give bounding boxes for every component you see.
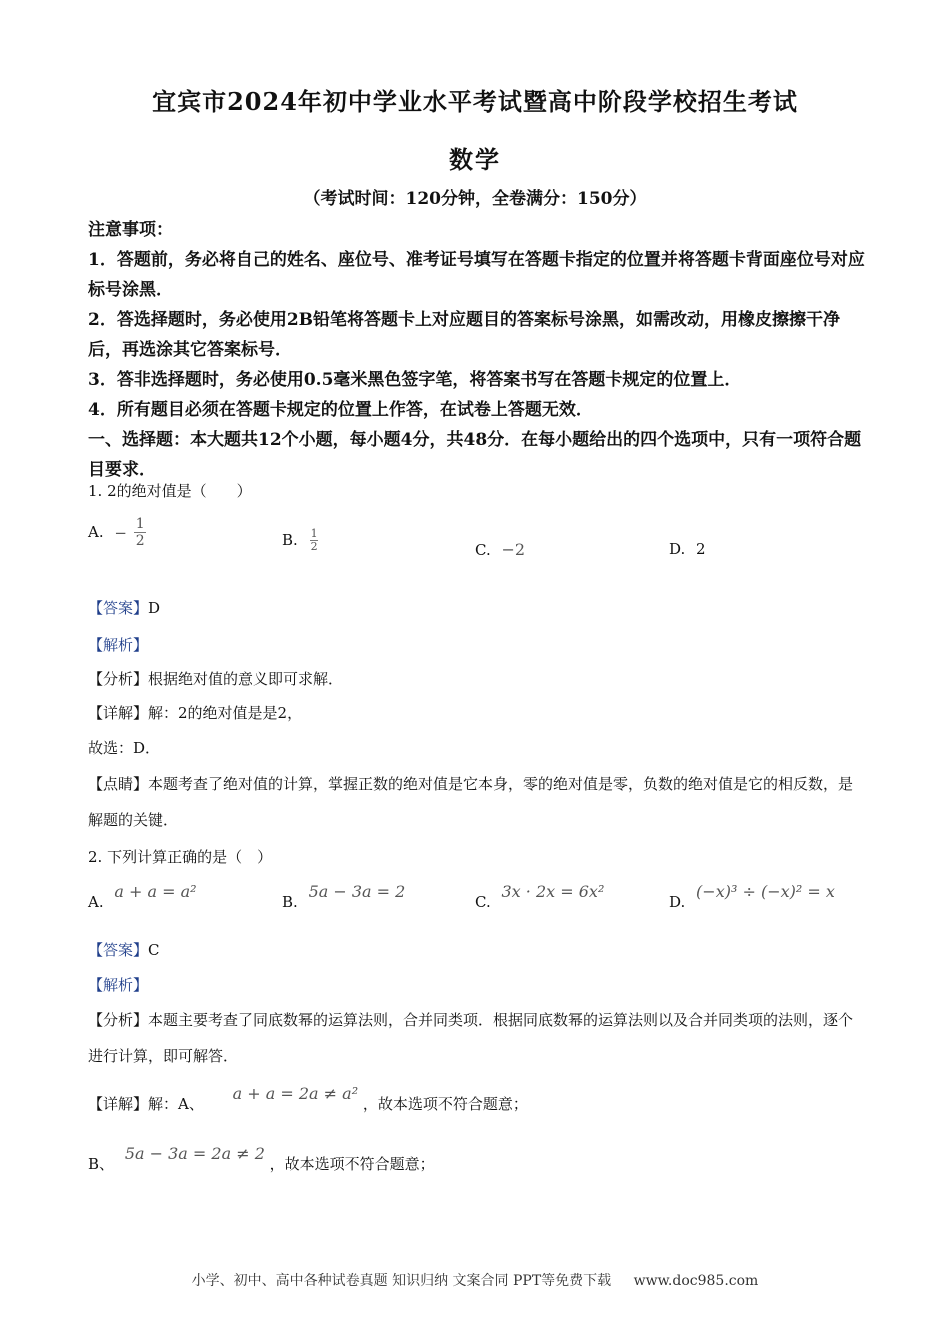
q2-detail-b-prefix: B、 <box>88 1155 115 1173</box>
q1-answer <box>88 590 863 626</box>
note-item-4: 4．所有题目必须在答题卡规定的位置上作答，在试卷上答题无效． <box>88 400 593 420</box>
q1-comment-text: 本题考查了绝对值的计算，掌握正数的绝对值是它本身，零的绝对值是零，负数的绝对值是它的相反数，是解题的关键． <box>88 775 854 829</box>
notes-section <box>88 215 868 485</box>
note-item-2: 2．答选择题时，务必使用2B铅笔将答题卡上对应题目的答案标号涂黑，如需改动，用橡皮擦擦干净后，再选涂其它答案标号． <box>88 310 841 360</box>
q1-option-c-value: −2 <box>501 540 526 559</box>
q2-option-d-expr: (−x)³ ÷ (−x)² = x <box>696 882 835 901</box>
q2-fenxi-tag: 【分析】 <box>88 1011 149 1029</box>
q2-detail-prefix: 解：A、 <box>148 1095 204 1113</box>
q2-option-b <box>282 882 406 911</box>
footer-text: 小学、初中、高中各种试卷真题 知识归纳 文案合同 PPT等免费下载 <box>191 1273 612 1289</box>
q1-conclusion: 故选：D． <box>88 739 161 757</box>
q2-answer-value: C <box>148 941 160 959</box>
q1-comment <box>88 766 863 838</box>
q1-option-c <box>475 540 525 559</box>
q1-option-a-fraction <box>134 516 147 549</box>
section-heading: 一、选择题：本大题共12个小题，每小题4分，共48分．在每小题给出的四个选项中，只有一项符合题目要求． <box>88 430 862 480</box>
q1-fenxi <box>88 661 863 697</box>
exam-time: （考试时间：120分钟，全卷满分：150分） <box>303 189 647 209</box>
q1-option-b-label: B. <box>282 530 298 549</box>
q2-option-b-label: B. <box>282 893 298 911</box>
q2-analysis-tag: 【解析】 <box>88 976 149 994</box>
subject-title: 数学 <box>449 145 501 174</box>
q2-option-c <box>475 882 605 911</box>
q1-option-d-label: D. <box>669 540 686 558</box>
q2-answer-tag: 【答案】 <box>88 941 149 959</box>
q2-detail-b <box>88 1146 863 1182</box>
q1-fenxi-tag: 【分析】 <box>88 670 149 688</box>
notes-heading: 注意事项： <box>88 220 173 240</box>
q1-option-a-numerator: 1 <box>135 516 145 532</box>
q1-option-b-fraction <box>309 528 320 553</box>
note-item-3: 3．答非选择题时，务必使用0.5毫米黑色签字笔，将答案书写在答题卡规定的位置上． <box>88 370 742 390</box>
q2-detail-b-expr: 5a − 3a = 2a ≠ 2 <box>124 1144 265 1163</box>
q2-detail-b-suffix: ，故本选项不符合题意； <box>269 1155 435 1173</box>
q2-option-d-label: D. <box>669 893 686 911</box>
page-footer <box>0 1270 950 1290</box>
q1-answer-tag: 【答案】 <box>88 599 149 617</box>
q2-detail-a <box>88 1086 863 1122</box>
q2-option-c-label: C. <box>475 893 491 911</box>
q1-option-c-label: C. <box>475 541 491 559</box>
q2-fenxi-text: 本题主要考查了同底数幂的运算法则，合并同类项．根据同底数幂的运算法则以及合并同类项的法则，逐个进行计算，即可解答． <box>88 1011 854 1065</box>
q2-option-a-label: A. <box>88 893 104 911</box>
q1-answer-value: D <box>148 599 161 617</box>
q1-comment-tag: 【点睛】 <box>88 775 149 793</box>
q2-detail-a-expr: a + a = 2a ≠ a² <box>232 1084 359 1103</box>
q2-detail-a-suffix: ，故本选项不符合题意； <box>362 1095 528 1113</box>
q1-detail-text: 解：2的绝对值是是2， <box>148 704 303 722</box>
q2-stem: 2. 下列计算正确的是（ ） <box>88 848 273 866</box>
q1-analysis-tag: 【解析】 <box>88 636 149 654</box>
q2-answer <box>88 932 863 968</box>
q1-detail-tag: 【详解】 <box>88 704 149 722</box>
q1-fenxi-text: 根据绝对值的意义即可求解． <box>148 670 344 688</box>
q1-option-a-sign: − <box>114 523 127 542</box>
q1-option-d <box>669 540 706 558</box>
q1-option-a-label: A. <box>88 522 104 541</box>
q2-option-a <box>88 882 197 911</box>
q1-option-d-value: 2 <box>696 540 706 558</box>
q2-option-c-expr: 3x · 2x = 6x² <box>501 882 605 901</box>
note-item-1: 1．答题前，务必将自己的姓名、座位号、准考证号填写在答题卡指定的位置并将答题卡背面座位号对应标号涂黑． <box>88 250 865 300</box>
q1-stem: 1. 2的绝对值是（ ） <box>88 482 252 500</box>
exam-title: 宜宾市2024年初中学业水平考试暨高中阶段学校招生考试 <box>152 87 798 116</box>
q1-detail <box>88 695 863 731</box>
q2-option-a-expr: a + a = a² <box>114 882 197 901</box>
q2-analysis <box>88 967 863 1003</box>
q2-fenxi <box>88 1002 863 1074</box>
q1-option-b <box>282 528 320 553</box>
q1-option-b-numerator: 1 <box>310 527 318 540</box>
q2-detail-tag: 【详解】 <box>88 1095 149 1113</box>
q1-option-a-denominator: 2 <box>135 533 145 549</box>
q1-analysis <box>88 627 863 663</box>
q2-option-b-expr: 5a − 3a = 2 <box>308 882 406 901</box>
footer-url[interactable]: www.doc985.com <box>633 1273 759 1289</box>
q1-option-b-denominator: 2 <box>310 540 318 553</box>
q2-option-d <box>669 882 835 911</box>
q1-option-a <box>88 516 147 549</box>
